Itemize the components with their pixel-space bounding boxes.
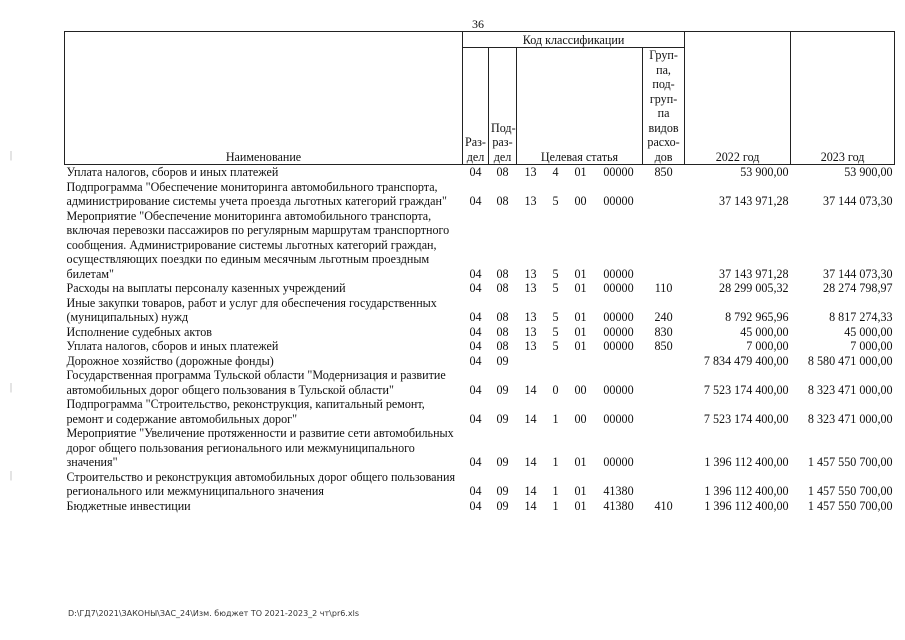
row-name: Дорожное хозяйство (дорожные фонды)	[66, 353, 274, 368]
row-target-direction: 00000	[603, 194, 634, 208]
row-target-subprogram: 0	[552, 382, 559, 397]
row-target-subprogram	[545, 354, 567, 369]
row-expense-group	[643, 180, 685, 209]
header-razdel: Раз- дел	[463, 48, 489, 165]
row-amount-2023: 8 323 471 000,00	[807, 382, 893, 397]
row-amount-2023: 8 580 471 000,00	[807, 353, 893, 368]
row-target-program: 13	[524, 339, 537, 353]
header-target-article: Целевая статья	[517, 48, 643, 165]
table-row	[65, 296, 895, 325]
row-target-event: 01	[574, 339, 587, 353]
header-name: Наименование	[65, 32, 463, 165]
row-name: Иные закупки товаров, работ и услуг для обеспечения государственных (муниципальных) нужд	[66, 295, 437, 324]
row-razdel: 04	[469, 165, 482, 179]
row-podrazdel: 08	[496, 165, 509, 179]
row-name: Подпрограмма "Обеспечение мониторинга автомобильного транспорта, администрирование системы учета проезда льготных категорий граждан"	[66, 179, 447, 208]
row-target-program: 13	[524, 194, 537, 208]
row-target-subprogram: 1	[552, 484, 559, 498]
row-podrazdel: 08	[496, 310, 509, 324]
row-amount-2023: 7 000,00	[850, 339, 893, 353]
row-podrazdel: 08	[496, 339, 509, 353]
row-expense-group: 110	[654, 281, 673, 295]
row-name: Подпрограмма "Строительство, реконструкция, капитальный ремонт, ремонт и содержание автомобильных дорог"	[66, 397, 425, 426]
row-target-subprogram: 5	[552, 281, 559, 295]
row-amount-2022: 7 523 174 400,00	[703, 382, 789, 397]
row-podrazdel: 09	[496, 353, 509, 368]
row-amount-2022: 1 396 112 400,00	[704, 484, 789, 498]
table-row	[65, 368, 895, 397]
table-row	[65, 180, 895, 209]
row-expense-group	[643, 470, 685, 499]
row-target-direction: 41380	[603, 484, 634, 498]
row-target-direction: 00000	[603, 165, 634, 179]
row-expense-group	[643, 368, 685, 397]
row-expense-group: 850	[654, 339, 673, 353]
row-target-subprogram: 4	[552, 165, 559, 179]
row-name: Строительство и реконструкция автомобильных дорог общего пользования регионального или межмуниципального значения	[66, 469, 456, 498]
row-target-event: 01	[574, 310, 587, 324]
row-target-event: 01	[574, 165, 587, 179]
row-target-event: 01	[574, 484, 587, 498]
row-name: Уплата налогов, сборов и иных платежей	[66, 339, 279, 353]
row-amount-2023: 8 817 274,33	[829, 310, 893, 324]
row-expense-group	[643, 397, 685, 426]
table-body	[65, 165, 895, 514]
row-target-direction: 00000	[603, 339, 634, 353]
table-row	[65, 209, 895, 282]
row-name: Исполнение судебных актов	[66, 324, 212, 339]
row-podrazdel: 08	[496, 266, 509, 281]
row-target-subprogram: 1	[552, 411, 559, 426]
row-target-program: 14	[524, 411, 537, 426]
row-podrazdel: 09	[496, 382, 509, 397]
row-amount-2022: 1 396 112 400,00	[704, 498, 789, 513]
row-expense-group: 240	[654, 310, 673, 324]
table-row	[65, 397, 895, 426]
row-razdel: 04	[469, 266, 482, 281]
header-2023: 2023 год	[791, 32, 895, 165]
row-amount-2022: 1 396 112 400,00	[704, 455, 789, 469]
row-target-direction: 00000	[603, 411, 634, 426]
row-razdel: 04	[469, 353, 482, 368]
table-row	[65, 470, 895, 499]
budget-table	[64, 31, 895, 513]
row-amount-2022: 45 000,00	[740, 324, 789, 339]
row-podrazdel: 09	[496, 498, 509, 513]
row-target-program: 14	[524, 498, 537, 513]
header-2022: 2022 год	[685, 32, 791, 165]
row-podrazdel: 08	[496, 324, 509, 339]
row-amount-2022: 7 834 479 400,00	[703, 353, 789, 368]
row-razdel: 04	[469, 339, 482, 353]
row-target-program: 14	[524, 455, 537, 469]
row-target-direction: 00000	[603, 281, 634, 295]
row-amount-2022: 53 900,00	[740, 165, 789, 179]
row-target-event: 01	[574, 281, 587, 295]
row-razdel: 04	[469, 310, 482, 324]
row-amount-2022: 7 000,00	[746, 339, 789, 353]
row-target-event: 00	[574, 411, 587, 426]
row-razdel: 04	[469, 281, 482, 295]
row-podrazdel: 08	[496, 281, 509, 295]
row-razdel: 04	[469, 324, 482, 339]
scan-mark: |	[10, 150, 13, 161]
row-target-subprogram: 5	[552, 194, 559, 208]
row-target-subprogram: 5	[552, 324, 559, 339]
row-name: Расходы на выплаты персоналу казенных учреждений	[66, 281, 346, 295]
row-amount-2022: 8 792 965,96	[725, 310, 789, 324]
row-razdel: 04	[469, 455, 482, 469]
row-target-direction	[595, 354, 643, 369]
row-target-direction: 00000	[603, 266, 634, 281]
row-target-direction: 41380	[603, 498, 634, 513]
row-amount-2023: 53 900,00	[844, 165, 893, 179]
row-podrazdel: 09	[496, 411, 509, 426]
row-target-program: 13	[524, 165, 537, 179]
row-expense-group	[643, 426, 685, 470]
row-target-direction: 00000	[603, 310, 634, 324]
row-podrazdel: 08	[496, 194, 509, 208]
row-expense-group: 830	[654, 324, 673, 339]
row-razdel: 04	[469, 484, 482, 498]
row-target-program: 13	[524, 281, 537, 295]
file-path-footer: D:\ГД7\2021\ЗАКОНЫ\ЗАС_24\Изм. бюджет ТО 2021-2023_2 чт\pr6.xls	[68, 609, 359, 618]
row-razdel: 04	[469, 382, 482, 397]
row-podrazdel: 09	[496, 484, 509, 498]
scan-mark: |	[10, 382, 13, 393]
row-target-direction: 00000	[603, 382, 634, 397]
page-number: 36	[472, 17, 484, 31]
row-target-event: 00	[574, 382, 587, 397]
row-name: Мероприятие "Увеличение протяженности и развитие сети автомобильных дорог общего пользования регионального или межмуниципального значения"	[66, 426, 454, 469]
header-code: Код классификации	[463, 32, 685, 48]
row-amount-2023: 1 457 550 700,00	[807, 455, 893, 469]
table-row	[65, 499, 895, 514]
row-amount-2023: 8 323 471 000,00	[807, 411, 893, 426]
row-amount-2022: 7 523 174 400,00	[703, 411, 789, 426]
row-target-program: 13	[524, 324, 537, 339]
row-name: Государственная программа Тульской области "Модернизация и развитие автомобильных дорог общего пользования в Тульской области"	[66, 368, 446, 397]
row-target-subprogram: 5	[552, 339, 559, 353]
row-target-event: 01	[574, 324, 587, 339]
row-razdel: 04	[469, 498, 482, 513]
row-target-program: 13	[524, 310, 537, 324]
header-expense-group: Груп- па, под- груп- па видов расхо- дов	[643, 48, 685, 165]
row-target-direction: 00000	[603, 455, 634, 469]
row-amount-2022: 28 299 005,32	[719, 281, 789, 295]
scan-mark: |	[10, 470, 13, 481]
row-expense-group	[643, 209, 685, 282]
row-amount-2022: 37 143 971,28	[719, 194, 789, 208]
table-row	[65, 165, 895, 180]
row-target-subprogram: 1	[552, 498, 559, 513]
header-podrazdel: Под- раз- дел	[489, 48, 517, 165]
row-amount-2023: 45 000,00	[844, 324, 893, 339]
row-target-program: 14	[524, 484, 537, 498]
table-row	[65, 339, 895, 354]
row-amount-2022: 37 143 971,28	[719, 266, 789, 281]
table-row	[65, 354, 895, 369]
row-target-event: 01	[574, 455, 587, 469]
row-amount-2023: 1 457 550 700,00	[807, 484, 893, 498]
row-target-program: 13	[524, 266, 537, 281]
row-name: Мероприятие "Обеспечение мониторинга автомобильного транспорта, включая перевозки пассажиров по регулярным маршрутам транспортного сообщения. Администрирование системы льготных категорий граждан, осуществляющих поездки по единым месячным льготным проездным билетам"	[66, 208, 450, 281]
row-target-direction: 00000	[603, 324, 634, 339]
row-target-event: 00	[574, 194, 587, 208]
row-amount-2023: 37 144 073,30	[823, 194, 893, 208]
row-amount-2023: 37 144 073,30	[823, 266, 893, 281]
table-row	[65, 426, 895, 470]
table-row	[65, 325, 895, 340]
row-target-program	[517, 354, 545, 369]
row-target-program: 14	[524, 382, 537, 397]
row-target-subprogram: 1	[552, 455, 559, 469]
row-name: Бюджетные инвестиции	[66, 498, 191, 513]
row-razdel: 04	[469, 194, 482, 208]
row-expense-group	[643, 354, 685, 369]
row-expense-group: 410	[654, 498, 673, 513]
row-target-subprogram: 5	[552, 310, 559, 324]
table-row	[65, 281, 895, 296]
row-target-event: 01	[574, 498, 587, 513]
row-target-event	[567, 354, 595, 369]
row-target-subprogram: 5	[552, 266, 559, 281]
row-podrazdel: 09	[496, 455, 509, 469]
row-expense-group: 850	[654, 165, 673, 179]
row-target-event: 01	[574, 266, 587, 281]
row-amount-2023: 1 457 550 700,00	[807, 498, 893, 513]
row-amount-2023: 28 274 798,97	[823, 281, 893, 295]
row-name: Уплата налогов, сборов и иных платежей	[66, 165, 279, 179]
row-razdel: 04	[469, 411, 482, 426]
